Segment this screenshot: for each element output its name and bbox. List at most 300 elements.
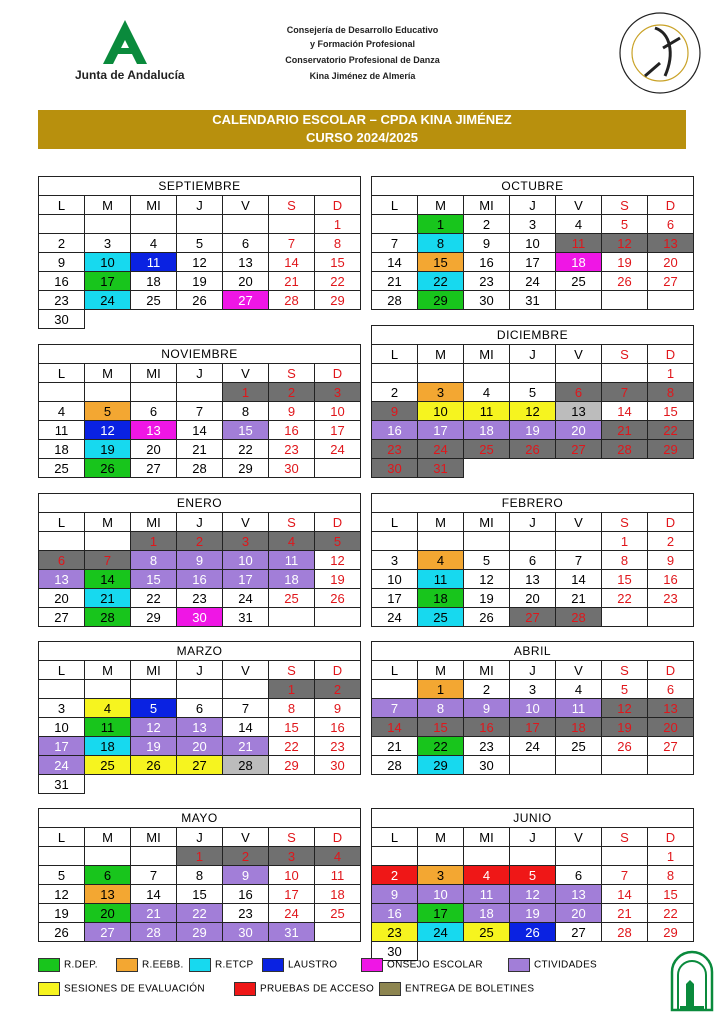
day-cell: 17 xyxy=(510,253,556,272)
day-cell: 19 xyxy=(177,272,223,291)
day-cell: 26 xyxy=(602,737,648,756)
day-cell: 6 xyxy=(131,402,177,421)
weekday-header: MI xyxy=(131,196,177,215)
day-cell: 11 xyxy=(269,551,315,570)
day-cell: 10 xyxy=(372,570,418,589)
day-cell: 23 xyxy=(464,272,510,291)
weekday-header: D xyxy=(315,513,361,532)
weekday-header: D xyxy=(648,828,694,847)
day-cell: 8 xyxy=(648,866,694,885)
day-cell: 15 xyxy=(602,570,648,589)
day-cell: 19 xyxy=(510,421,556,440)
day-cell: 14 xyxy=(372,718,418,737)
day-cell: 4 xyxy=(131,234,177,253)
day-cell: 22 xyxy=(269,737,315,756)
weekday-header: V xyxy=(556,661,602,680)
day-cell xyxy=(372,215,418,234)
day-cell: 17 xyxy=(372,589,418,608)
day-cell: 25 xyxy=(464,923,510,942)
day-cell: 13 xyxy=(648,234,694,253)
day-cell: 8 xyxy=(223,402,269,421)
day-cell: 13 xyxy=(85,885,131,904)
weekday-header: M xyxy=(85,661,131,680)
day-cell xyxy=(602,608,648,627)
day-cell: 11 xyxy=(315,866,361,885)
weekday-header: M xyxy=(85,364,131,383)
day-cell xyxy=(602,364,648,383)
day-cell: 9 xyxy=(223,866,269,885)
legend-swatch xyxy=(189,958,211,972)
day-cell: 7 xyxy=(556,551,602,570)
day-cell: 26 xyxy=(39,923,85,942)
day-cell: 14 xyxy=(177,421,223,440)
day-cell: 14 xyxy=(602,885,648,904)
weekday-header: D xyxy=(648,661,694,680)
legend-label: R.ETCP xyxy=(215,959,254,971)
day-cell: 30 xyxy=(223,923,269,942)
day-cell: 4 xyxy=(464,383,510,402)
weekday-header: M xyxy=(85,513,131,532)
day-cell: 21 xyxy=(85,589,131,608)
weekday-header: M xyxy=(85,196,131,215)
day-cell: 10 xyxy=(510,234,556,253)
day-cell xyxy=(223,680,269,699)
day-cell xyxy=(510,364,556,383)
day-cell: 15 xyxy=(269,718,315,737)
day-cell: 27 xyxy=(510,608,556,627)
day-cell: 2 xyxy=(269,383,315,402)
junta-andalucia-logo xyxy=(75,18,195,88)
legend-item xyxy=(189,958,253,972)
day-cell: 25 xyxy=(269,589,315,608)
day-cell xyxy=(372,364,418,383)
day-cell: 25 xyxy=(464,440,510,459)
day-cell: 20 xyxy=(648,253,694,272)
day-cell: 5 xyxy=(602,215,648,234)
day-cell: 25 xyxy=(131,291,177,310)
day-cell: 2 xyxy=(372,866,418,885)
month-title: SEPTIEMBRE xyxy=(39,177,361,196)
day-cell: 1 xyxy=(315,215,361,234)
weekday-header: M xyxy=(418,513,464,532)
day-cell: 22 xyxy=(315,272,361,291)
day-cell: 12 xyxy=(177,253,223,272)
day-cell: 1 xyxy=(418,215,464,234)
day-cell: 22 xyxy=(648,904,694,923)
banner-title: CALENDARIO ESCOLAR – CPDA KINA JIMÉNEZ xyxy=(212,112,512,127)
day-cell: 11 xyxy=(418,570,464,589)
day-cell: 14 xyxy=(131,885,177,904)
day-cell: 15 xyxy=(131,570,177,589)
weekday-header: S xyxy=(269,828,315,847)
day-cell xyxy=(85,215,131,234)
day-cell: 8 xyxy=(315,234,361,253)
weekday-header: L xyxy=(39,513,85,532)
day-cell: 20 xyxy=(648,718,694,737)
day-cell: 9 xyxy=(648,551,694,570)
day-cell: 26 xyxy=(510,440,556,459)
day-cell: 24 xyxy=(510,272,556,291)
day-cell: 4 xyxy=(464,866,510,885)
day-cell: 15 xyxy=(177,885,223,904)
weekday-header: M xyxy=(85,828,131,847)
day-cell: 5 xyxy=(39,866,85,885)
day-cell: 1 xyxy=(223,383,269,402)
day-cell: 8 xyxy=(269,699,315,718)
day-cell: 12 xyxy=(464,570,510,589)
day-cell: 22 xyxy=(648,421,694,440)
day-cell: 29 xyxy=(223,459,269,478)
day-cell xyxy=(602,847,648,866)
day-cell: 6 xyxy=(556,383,602,402)
day-cell: 9 xyxy=(464,234,510,253)
day-cell: 3 xyxy=(269,847,315,866)
day-cell: 28 xyxy=(556,608,602,627)
day-cell: 26 xyxy=(315,589,361,608)
weekday-header: L xyxy=(372,661,418,680)
month-title: DICIEMBRE xyxy=(372,326,694,345)
month-febrero xyxy=(371,493,694,627)
page-header xyxy=(0,0,724,105)
weekday-header: L xyxy=(372,345,418,364)
day-cell: 15 xyxy=(418,253,464,272)
day-cell: 10 xyxy=(39,718,85,737)
day-cell: 21 xyxy=(177,440,223,459)
day-cell: 2 xyxy=(315,680,361,699)
legend-item xyxy=(361,958,483,972)
day-cell: 30 xyxy=(269,459,315,478)
weekday-header: J xyxy=(510,828,556,847)
month-marzo xyxy=(38,641,361,794)
day-cell xyxy=(372,680,418,699)
day-cell: 12 xyxy=(131,718,177,737)
month-septiembre xyxy=(38,176,361,329)
month-title: MAYO xyxy=(39,809,361,828)
day-cell: 20 xyxy=(39,589,85,608)
day-cell: 15 xyxy=(418,718,464,737)
legend-label: CTIVIDADES xyxy=(534,959,598,971)
day-cell: 5 xyxy=(510,866,556,885)
weekday-header: MI xyxy=(131,364,177,383)
weekday-header: J xyxy=(177,196,223,215)
day-cell: 29 xyxy=(418,756,464,775)
day-cell: 17 xyxy=(223,570,269,589)
day-cell: 20 xyxy=(556,421,602,440)
day-cell: 5 xyxy=(315,532,361,551)
weekday-header: V xyxy=(223,828,269,847)
day-cell xyxy=(556,532,602,551)
day-cell: 7 xyxy=(131,866,177,885)
weekday-header: M xyxy=(418,196,464,215)
weekday-header: L xyxy=(39,828,85,847)
day-cell: 18 xyxy=(85,737,131,756)
day-cell: 24 xyxy=(418,923,464,942)
day-cell: 11 xyxy=(556,699,602,718)
day-cell: 21 xyxy=(223,737,269,756)
day-cell: 22 xyxy=(223,440,269,459)
legend-item xyxy=(262,958,337,972)
day-cell: 12 xyxy=(510,402,556,421)
weekday-header: J xyxy=(510,661,556,680)
day-cell: 23 xyxy=(648,589,694,608)
day-cell xyxy=(269,215,315,234)
day-cell: 2 xyxy=(177,532,223,551)
day-cell: 13 xyxy=(39,570,85,589)
day-cell: 24 xyxy=(85,291,131,310)
day-cell: 18 xyxy=(131,272,177,291)
weekday-header: V xyxy=(556,196,602,215)
day-cell: 21 xyxy=(602,421,648,440)
legend-swatch xyxy=(262,958,284,972)
weekday-header: J xyxy=(510,513,556,532)
day-cell xyxy=(85,847,131,866)
day-cell: 23 xyxy=(372,440,418,459)
day-cell: 27 xyxy=(223,291,269,310)
legend-item xyxy=(508,958,597,972)
legend-label: ONSEJO ESCOLAR xyxy=(387,959,483,971)
month-title: FEBRERO xyxy=(372,494,694,513)
day-cell: 20 xyxy=(85,904,131,923)
day-cell: 21 xyxy=(131,904,177,923)
day-cell: 30 xyxy=(464,291,510,310)
legend-label: R.DEP. xyxy=(64,959,98,971)
day-cell: 28 xyxy=(177,459,223,478)
day-cell: 18 xyxy=(418,589,464,608)
day-cell: 6 xyxy=(648,680,694,699)
day-cell: 14 xyxy=(372,253,418,272)
day-cell: 23 xyxy=(223,904,269,923)
day-cell: 1 xyxy=(418,680,464,699)
day-cell xyxy=(556,756,602,775)
day-cell: 8 xyxy=(418,234,464,253)
day-cell xyxy=(648,608,694,627)
weekday-header: L xyxy=(372,828,418,847)
day-cell: 21 xyxy=(372,737,418,756)
day-cell: 3 xyxy=(418,383,464,402)
day-cell: 23 xyxy=(39,291,85,310)
day-cell: 20 xyxy=(510,589,556,608)
day-cell: 18 xyxy=(464,904,510,923)
day-cell: 27 xyxy=(648,272,694,291)
shield-icon xyxy=(666,950,718,1015)
day-cell xyxy=(39,847,85,866)
day-cell: 14 xyxy=(85,570,131,589)
day-cell xyxy=(269,608,315,627)
day-cell: 23 xyxy=(177,589,223,608)
day-cell: 21 xyxy=(556,589,602,608)
legend-swatch xyxy=(508,958,530,972)
day-cell: 20 xyxy=(223,272,269,291)
day-cell: 19 xyxy=(464,589,510,608)
day-cell: 23 xyxy=(315,737,361,756)
day-cell: 27 xyxy=(131,459,177,478)
day-cell: 28 xyxy=(269,291,315,310)
day-cell: 6 xyxy=(556,866,602,885)
weekday-header: S xyxy=(602,661,648,680)
day-cell: 24 xyxy=(269,904,315,923)
day-cell: 1 xyxy=(269,680,315,699)
day-cell: 8 xyxy=(418,699,464,718)
month-diciembre xyxy=(371,325,694,478)
day-cell: 14 xyxy=(556,570,602,589)
day-cell: 2 xyxy=(464,215,510,234)
day-cell xyxy=(131,215,177,234)
banner-subtitle: CURSO 2024/2025 xyxy=(305,130,418,145)
day-cell: 31 xyxy=(39,775,85,794)
weekday-header: V xyxy=(223,364,269,383)
junta-name: Junta de Andalucía xyxy=(75,68,185,82)
day-cell: 20 xyxy=(131,440,177,459)
day-cell: 4 xyxy=(556,215,602,234)
day-cell xyxy=(602,756,648,775)
day-cell: 20 xyxy=(556,904,602,923)
weekday-header: MI xyxy=(131,513,177,532)
day-cell: 12 xyxy=(39,885,85,904)
day-cell: 24 xyxy=(39,756,85,775)
day-cell: 20 xyxy=(177,737,223,756)
day-cell: 17 xyxy=(39,737,85,756)
day-cell: 12 xyxy=(510,885,556,904)
hdr-line-1: Consejería de Desarrollo Educativo xyxy=(286,25,439,35)
day-cell xyxy=(85,383,131,402)
day-cell: 7 xyxy=(223,699,269,718)
weekday-header: D xyxy=(648,196,694,215)
day-cell: 23 xyxy=(269,440,315,459)
day-cell: 27 xyxy=(85,923,131,942)
weekday-header: V xyxy=(223,513,269,532)
weekday-header: MI xyxy=(464,828,510,847)
day-cell: 5 xyxy=(85,402,131,421)
day-cell: 3 xyxy=(510,680,556,699)
day-cell: 19 xyxy=(39,904,85,923)
day-cell: 2 xyxy=(464,680,510,699)
day-cell: 10 xyxy=(418,885,464,904)
legend-label: PRUEBAS DE ACCESO xyxy=(260,983,375,995)
weekday-header: S xyxy=(602,345,648,364)
day-cell: 9 xyxy=(269,402,315,421)
day-cell xyxy=(372,847,418,866)
day-cell xyxy=(131,847,177,866)
day-cell: 10 xyxy=(510,699,556,718)
legend-label: ENTREGA DE BOLETINES xyxy=(405,983,535,995)
legend-item xyxy=(38,958,98,972)
day-cell xyxy=(177,215,223,234)
day-cell: 9 xyxy=(464,699,510,718)
legend-swatch xyxy=(38,982,60,996)
month-title: OCTUBRE xyxy=(372,177,694,196)
day-cell: 24 xyxy=(223,589,269,608)
day-cell xyxy=(177,383,223,402)
day-cell: 25 xyxy=(556,272,602,291)
day-cell: 5 xyxy=(177,234,223,253)
day-cell xyxy=(39,215,85,234)
day-cell: 24 xyxy=(315,440,361,459)
day-cell: 23 xyxy=(372,923,418,942)
day-cell xyxy=(510,756,556,775)
hdr-line-2: y Formación Profesional xyxy=(309,39,416,49)
andalucia-shield-logo xyxy=(666,950,718,1015)
weekday-header: MI xyxy=(464,345,510,364)
day-cell: 4 xyxy=(556,680,602,699)
day-cell: 13 xyxy=(510,570,556,589)
day-cell: 15 xyxy=(648,402,694,421)
seal-icon xyxy=(615,8,705,98)
day-cell: 9 xyxy=(39,253,85,272)
day-cell: 30 xyxy=(315,756,361,775)
day-cell xyxy=(177,680,223,699)
junta-logo-icon xyxy=(75,18,195,68)
day-cell: 31 xyxy=(269,923,315,942)
day-cell: 6 xyxy=(39,551,85,570)
month-abril xyxy=(371,641,694,775)
day-cell: 19 xyxy=(602,718,648,737)
day-cell: 25 xyxy=(85,756,131,775)
day-cell xyxy=(556,291,602,310)
day-cell: 9 xyxy=(177,551,223,570)
day-cell: 17 xyxy=(418,421,464,440)
month-octubre xyxy=(371,176,694,310)
day-cell: 10 xyxy=(269,866,315,885)
day-cell: 16 xyxy=(223,885,269,904)
day-cell: 5 xyxy=(510,383,556,402)
day-cell: 25 xyxy=(556,737,602,756)
day-cell: 10 xyxy=(418,402,464,421)
day-cell: 12 xyxy=(602,234,648,253)
legend-item xyxy=(234,982,374,996)
day-cell: 1 xyxy=(648,847,694,866)
day-cell: 7 xyxy=(85,551,131,570)
month-noviembre xyxy=(38,344,361,478)
day-cell: 16 xyxy=(464,718,510,737)
weekday-header: L xyxy=(39,196,85,215)
day-cell: 18 xyxy=(556,718,602,737)
month-title: JUNIO xyxy=(372,809,694,828)
day-cell: 10 xyxy=(223,551,269,570)
day-cell: 8 xyxy=(131,551,177,570)
weekday-header: V xyxy=(556,345,602,364)
legend-label: SESIONES DE EVALUACIÓN xyxy=(64,983,205,995)
legend-item xyxy=(116,958,184,972)
day-cell: 29 xyxy=(177,923,223,942)
day-cell xyxy=(510,847,556,866)
day-cell: 8 xyxy=(648,383,694,402)
day-cell: 29 xyxy=(648,923,694,942)
day-cell: 16 xyxy=(372,904,418,923)
weekday-header: L xyxy=(372,513,418,532)
day-cell: 2 xyxy=(39,234,85,253)
day-cell: 17 xyxy=(315,421,361,440)
legend-label: R.EEBB. xyxy=(142,959,184,971)
day-cell: 30 xyxy=(177,608,223,627)
day-cell: 26 xyxy=(602,272,648,291)
day-cell: 11 xyxy=(464,885,510,904)
day-cell: 18 xyxy=(39,440,85,459)
day-cell: 7 xyxy=(602,866,648,885)
month-title: ABRIL xyxy=(372,642,694,661)
day-cell: 22 xyxy=(177,904,223,923)
day-cell: 27 xyxy=(648,737,694,756)
month-junio xyxy=(371,808,694,961)
day-cell: 18 xyxy=(315,885,361,904)
weekday-header: M xyxy=(418,345,464,364)
day-cell: 5 xyxy=(464,551,510,570)
day-cell: 30 xyxy=(372,942,418,961)
day-cell xyxy=(131,680,177,699)
day-cell: 26 xyxy=(177,291,223,310)
weekday-header: S xyxy=(269,661,315,680)
day-cell: 22 xyxy=(418,272,464,291)
day-cell: 1 xyxy=(602,532,648,551)
